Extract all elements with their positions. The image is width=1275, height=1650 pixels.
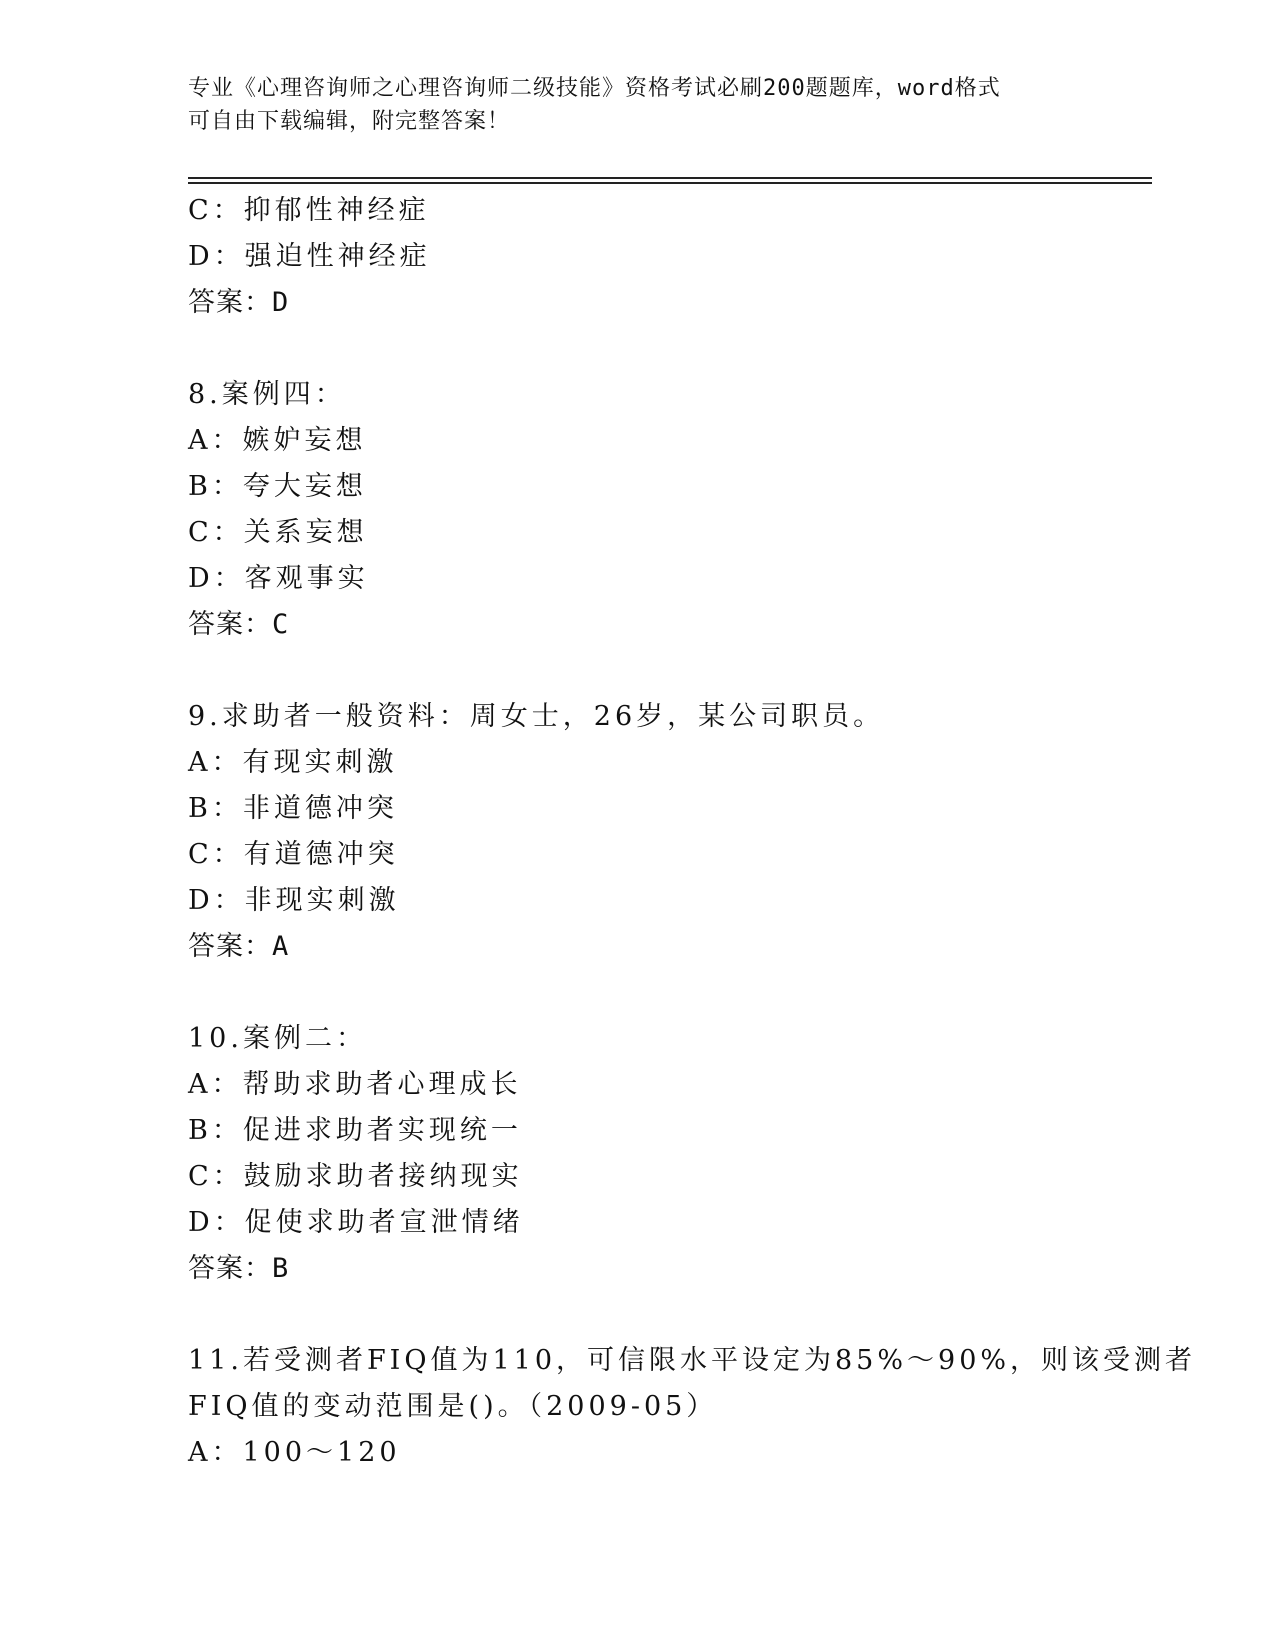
spacer (188, 326, 1152, 372)
option-a: A：100～120 (188, 1437, 401, 1468)
option-c: C：关系妄想 (188, 517, 368, 548)
answer-label: 答案：A (188, 931, 290, 962)
option-b: B：夸大妄想 (188, 471, 367, 502)
option-a: A：有现实刺激 (188, 747, 398, 778)
question-text: 9.求助者一般资料：周女士，26岁，某公司职员。 (188, 701, 885, 732)
spacer (188, 970, 1152, 1016)
header-title-line-2: 可自由下载编辑，附完整答案！ (188, 109, 511, 134)
option-d: D：非现实刺激 (188, 885, 400, 916)
spacer (188, 648, 1152, 694)
answer-label: 答案：B (188, 1253, 290, 1284)
option-a: A：帮助求助者心理成长 (188, 1069, 522, 1100)
question-text: 10.案例二： (188, 1023, 367, 1054)
question-8 (188, 372, 1152, 648)
question-list (188, 188, 1197, 1476)
option-c: C：有道德冲突 (188, 839, 399, 870)
question-10 (188, 1016, 1152, 1292)
option-d: D：促使求助者宣泄情绪 (188, 1207, 524, 1238)
option-c: C：抑郁性神经症 (188, 195, 430, 226)
option-d: D：强迫性神经症 (188, 241, 431, 272)
header-title-line-1: 专业《心理咨询师之心理咨询师二级技能》资格考试必刷200题题库，word格式 (188, 76, 1001, 101)
question-text-line-2: FIQ值的变动范围是()。（2009-05） (188, 1391, 718, 1422)
question-11 (188, 1338, 1197, 1476)
answer-label: 答案：C (188, 609, 290, 640)
question-text: 8.案例四： (188, 379, 346, 410)
option-c: C：鼓励求助者接纳现实 (188, 1161, 523, 1192)
option-d: D：客观事实 (188, 563, 369, 594)
header-divider-bottom (188, 182, 1152, 184)
spacer (188, 1292, 1152, 1338)
option-b: B：非道德冲突 (188, 793, 398, 824)
option-a: A：嫉妒妄想 (188, 425, 367, 456)
question-9 (188, 694, 1152, 970)
header-divider-top (188, 177, 1152, 179)
option-b: B：促进求助者实现统一 (188, 1115, 522, 1146)
answer-label: 答案：D (188, 287, 290, 318)
question-7-continued (188, 188, 1152, 326)
document-header (188, 72, 1088, 138)
question-text-line-1: 11.若受测者FIQ值为110，可信限水平设定为85%～90%，则该受测者 (188, 1345, 1197, 1376)
